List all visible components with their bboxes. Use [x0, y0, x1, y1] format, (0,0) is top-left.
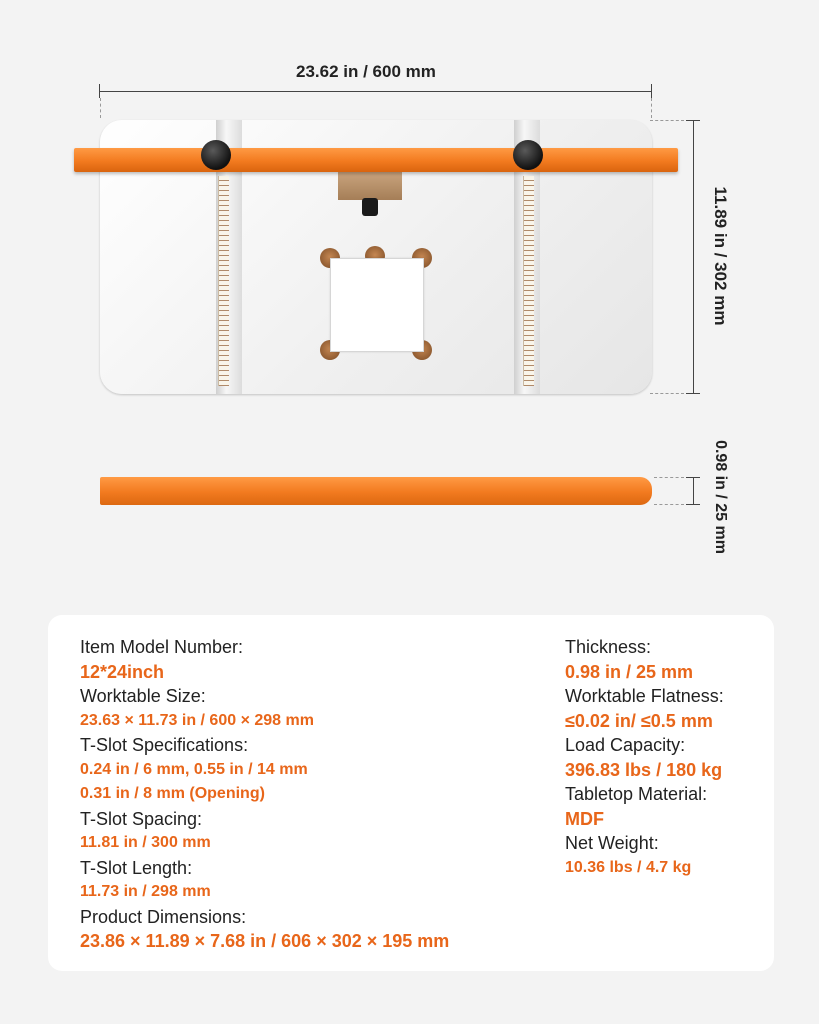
- thickness-tick-top: [686, 477, 700, 478]
- height-dimension-label: 11.89 in / 302 mm: [711, 186, 730, 326]
- spec-label-thickness: Thickness:: [565, 637, 652, 657]
- height-tick-bottom: [686, 393, 700, 394]
- width-guide-right: [651, 98, 652, 118]
- mount-bolt: [362, 198, 378, 216]
- knob-right: [513, 140, 543, 170]
- thickness-guide-top: [654, 477, 684, 478]
- spec-value-product-dimensions: 23.86 × 11.89 × 7.68 in / 606 × 302 × 195 mm: [80, 931, 450, 951]
- thickness-dimension-label: 0.98 in / 25 mm: [712, 440, 729, 554]
- spec-value-t-slot-opening: 0.31 in / 8 mm (Opening): [80, 785, 265, 802]
- thickness-guide-bottom: [654, 504, 684, 505]
- knob-left: [201, 140, 231, 170]
- width-tick-right: [651, 84, 652, 98]
- height-guide-bottom: [650, 393, 684, 394]
- width-guide-left: [100, 98, 101, 118]
- width-dimension-label: 23.62 in / 600 mm: [296, 62, 436, 81]
- spec-value-net-weight: 10.36 lbs / 4.7 kg: [565, 858, 692, 876]
- fence-mount-block: [338, 172, 402, 200]
- spec-value-tabletop-material: MDF: [565, 808, 604, 829]
- spec-label-load-capacity: Load Capacity:: [565, 735, 686, 755]
- ruler-scale-left: [218, 176, 229, 386]
- fence-bar: [74, 148, 678, 172]
- height-tick-top: [686, 120, 700, 121]
- spec-label-t-slot-spacing: T-Slot Spacing:: [80, 808, 203, 829]
- spec-value-thickness: 0.98 in / 25 mm: [565, 661, 694, 682]
- spec-value-flatness: ≤0.02 in/ ≤0.5 mm: [565, 710, 713, 731]
- spec-value-t-slot-specifications: 0.24 in / 6 mm, 0.55 in / 14 mm: [80, 760, 308, 778]
- spec-value-worktable-size: 23.63 × 11.73 in / 600 × 298 mm: [80, 711, 314, 729]
- spec-value-t-slot-spacing: 11.81 in / 300 mm: [80, 834, 211, 851]
- width-dimension-line: [100, 91, 652, 92]
- spec-label-flatness: Worktable Flatness:: [565, 686, 724, 706]
- height-guide-top: [650, 120, 684, 121]
- router-insert-plate: [330, 258, 424, 352]
- spec-label-tabletop-material: Tabletop Material:: [565, 784, 708, 804]
- ruler-scale-right: [523, 176, 534, 386]
- spec-label-product-dimensions: Product Dimensions:: [80, 906, 247, 927]
- thickness-tick-bottom: [686, 504, 700, 505]
- specs-left-column: [80, 635, 449, 954]
- height-dimension-line: [693, 120, 694, 394]
- specifications-card: [48, 615, 774, 971]
- worktable-side-view: [100, 477, 652, 505]
- thickness-dimension-line: [693, 477, 694, 505]
- spec-label-t-slot-specifications: T-Slot Specifications:: [80, 735, 249, 755]
- spec-label-net-weight: Net Weight:: [565, 833, 659, 853]
- specs-right-column: [565, 635, 724, 880]
- spec-label-t-slot-length: T-Slot Length:: [80, 857, 193, 878]
- spec-value-model: 12*24inch: [80, 661, 165, 682]
- spec-label-worktable-size: Worktable Size:: [80, 686, 206, 706]
- spec-value-load-capacity: 396.83 lbs / 180 kg: [565, 759, 723, 780]
- spec-label-model: Item Model Number:: [80, 637, 244, 657]
- width-tick-left: [99, 84, 100, 98]
- spec-value-t-slot-length: 11.73 in / 298 mm: [80, 883, 211, 900]
